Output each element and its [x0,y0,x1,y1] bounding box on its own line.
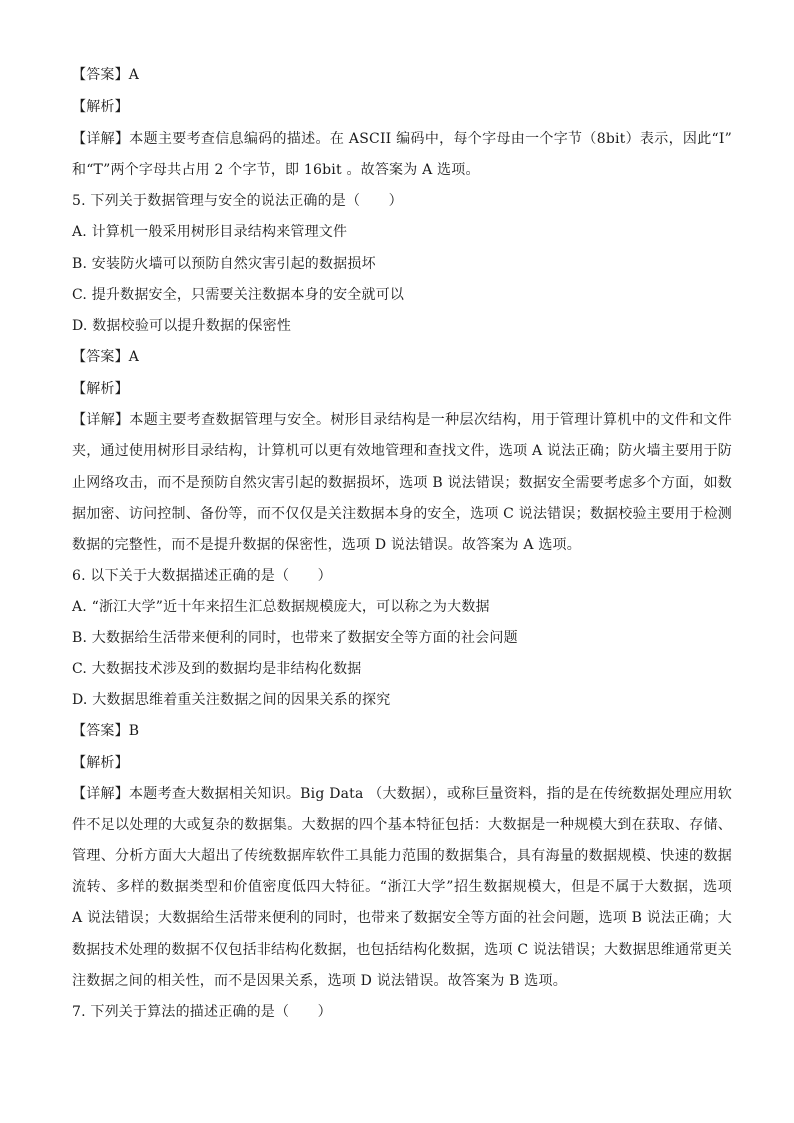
detail-line: 和“T”两个字母共占用 2 个字节，即 16bit 。故答案为 A 选项。 [72,162,480,178]
option-d: D. 大数据思维着重关注数据之间的因果关系的探究 [72,692,391,708]
detail-line: 【详解】本题主要考查信息编码的描述。在 ASCII 编码中，每个字母由一个字节（8bit）表示，因此“I” [72,131,732,147]
detail-line: A 说法错误；大数据给生活带来便利的同时，也带来了数据安全等方面的社会问题，选项 B 说法正确；大 [72,910,732,926]
option-b: B. 安装防火墙可以预防自然灾害引起的数据损坏 [72,256,376,272]
detail-line: 注数据之间的相关性，而不是因果关系，选项 D 说法错误。故答案为 B 选项。 [72,973,567,989]
detail-line: 数据技术处理的数据不仅包括非结构化数据，也包括结构化数据，选项 C 说法错误；大数据思维通常更关 [72,942,732,958]
detail-line: 管理、分析方面大大超出了传统数据库软件工具能力范围的数据集合，具有海量的数据规模、快速的数据 [72,848,732,864]
detail-line: 【详解】本题主要考查数据管理与安全。树形目录结构是一种层次结构，用于管理计算机中的文件和文件 [72,412,732,428]
option-a: A. 计算机一般采用树形目录结构来管理文件 [72,224,348,240]
answer-label: 【答案】A [72,349,140,365]
detail-line: 夹，通过使用树形目录结构，计算机可以更有效地管理和查找文件，选项 A 说法正确；防火墙主要用于防 [72,443,732,459]
detail-line: 【详解】本题考查大数据相关知识。Big Data （大数据），或称巨量资料，指的是在传统数据处理应用软 [72,786,732,802]
question-5: 5. 下列关于数据管理与安全的说法正确的是（ ） [72,193,403,209]
detail-line: 件不足以处理的大或复杂的数据集。大数据的四个基本特征包括：大数据是一种规模大到在获取、存储、 [72,817,732,833]
option-c: C. 提升数据安全，只需要关注数据本身的安全就可以 [72,287,405,303]
detail-line: 流转、多样的数据类型和价值密度低四大特征。“浙江大学”招生数据规模大，但是不属于大数据，选项 [72,879,732,895]
option-b: B. 大数据给生活带来便利的同时，也带来了数据安全等方面的社会问题 [72,630,518,646]
analysis-label: 【解析】 [72,755,129,771]
detail-line: 数据的完整性，而不是提升数据的保密性，选项 D 说法错误。故答案为 A 选项。 [72,537,581,553]
analysis-label: 【解析】 [72,381,129,397]
option-c: C. 大数据技术涉及到的数据均是非结构化数据 [72,661,362,677]
option-d: D. 数据校验可以提升数据的保密性 [72,318,292,334]
option-a: A. “浙江大学”近十年来招生汇总数据规模庞大，可以称之为大数据 [72,599,490,615]
answer-label: 【答案】A [72,67,140,83]
analysis-label: 【解析】 [72,99,129,115]
question-6: 6. 以下关于大数据描述正确的是（ ） [72,568,332,584]
answer-label: 【答案】B [72,723,140,739]
detail-line: 止网络攻击，而不是预防自然灾害引起的数据损坏，选项 B 说法错误；数据安全需要考虑多个方面，如数 [72,475,732,491]
question-7: 7. 下列关于算法的描述正确的是（ ） [72,1004,332,1020]
detail-line: 据加密、访问控制、备份等，而不仅仅是关注数据本身的安全，选项 C 说法错误；数据校验主要用于检测 [72,506,732,522]
